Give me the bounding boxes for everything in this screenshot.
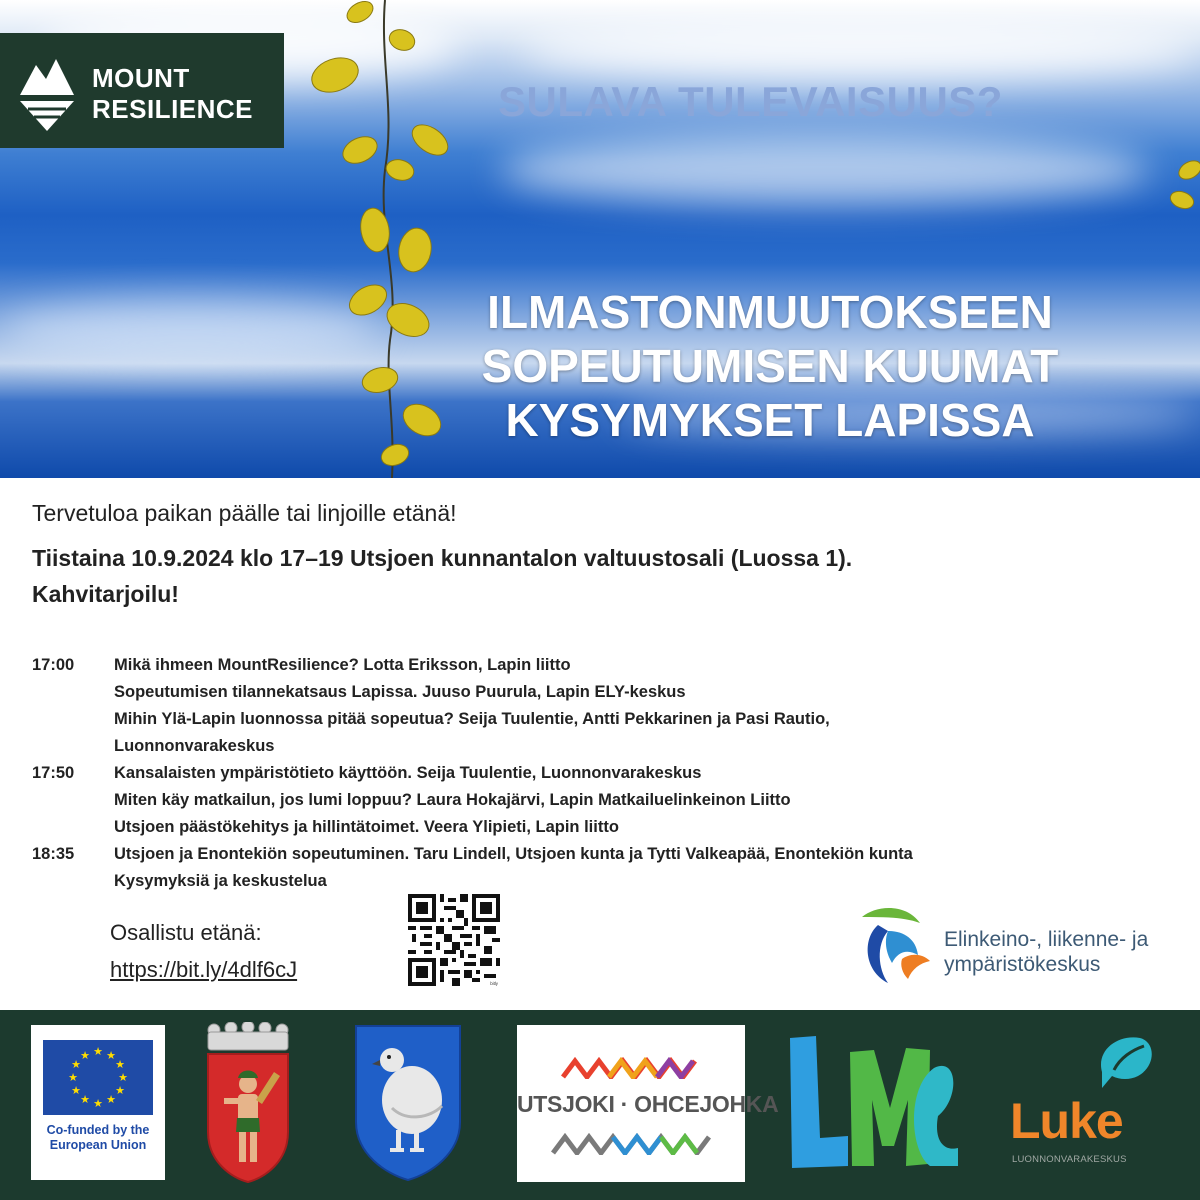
qr-code[interactable] (408, 894, 500, 986)
eu-caption-line-1: Co-funded by the (46, 1123, 150, 1137)
program-text: Mihin Ylä-Lapin luonnossa pitää sopeutua? Seija Tuulentie, Antti Pekkarinen ja Pasi Rautio, (114, 710, 830, 728)
logo-text (92, 63, 253, 125)
title-line-3: KYSYMYKSET LAPISSA (505, 394, 1035, 446)
zigzag-top-icon (561, 1057, 701, 1079)
partner-logos-footer (0, 1010, 1200, 1200)
utsjoki-coat-of-arms (352, 1022, 464, 1182)
program-text: Utsjoen ja Enontekiön sopeutuminen. Taru Lindell, Utsjoen kunta ja Tytti Valkeapää, Enontekiön kunta (114, 845, 913, 863)
birch-branch-illustration (290, 0, 490, 478)
program-row (32, 814, 1182, 841)
program-row (32, 787, 1182, 814)
ely-line-1: Elinkeino-, liikenne- ja (944, 928, 1149, 951)
qr-caption: bitly (490, 980, 498, 986)
event-details (32, 540, 1182, 612)
eu-caption-line-2: European Union (49, 1138, 147, 1152)
birch-leaves-illustration (1160, 150, 1200, 230)
program-row (32, 733, 1182, 760)
utsjoki-name: UTSJOKI · OHCEJOHKA (517, 1091, 779, 1117)
mount-resilience-logo (0, 33, 284, 148)
program-text: Kysymyksiä ja keskustelua (114, 872, 327, 890)
title-line-1: ILMASTONMUUTOKSEEN (487, 286, 1053, 338)
program-text: Kansalaisten ympäristötieto käyttöön. Seija Tuulentie, Luonnonvarakeskus (114, 764, 702, 782)
program-row (32, 652, 1182, 679)
program-time: 17:50 (32, 764, 75, 782)
ely-logo (858, 905, 1158, 995)
program-row (32, 760, 1182, 787)
leaf-speech-icon (1094, 1032, 1158, 1090)
svg-text:★: ★ (80, 1049, 90, 1062)
program-time: 17:00 (32, 656, 75, 674)
utsjoki-logo (517, 1025, 779, 1182)
program-text: Utsjoen päästökehitys ja hillintätoimet. Veera Ylipieti, Lapin liitto (114, 818, 619, 836)
luke-logo (1010, 1032, 1160, 1182)
program-row (32, 679, 1182, 706)
mountain-icon (18, 51, 76, 133)
program-text: Mikä ihmeen MountResilience? Lotta Eriksson, Lapin liitto (114, 656, 571, 674)
eu-logo (31, 1025, 165, 1180)
remote-label: Osallistu etänä: (110, 920, 262, 945)
svg-text:★: ★ (106, 1049, 116, 1062)
coffee-note: Kahvitarjoilu! (32, 581, 179, 607)
title-line-2: SOPEUTUMISEN KUUMAT (481, 340, 1059, 392)
svg-text:★: ★ (118, 1071, 128, 1084)
svg-text:★: ★ (93, 1045, 103, 1058)
ely-leaf-icon (858, 905, 940, 987)
svg-text:★: ★ (71, 1084, 81, 1097)
lme-lettering (782, 1028, 962, 1178)
ely-name (944, 927, 1148, 977)
program-list (32, 652, 1182, 895)
zigzag-bottom-icon (551, 1133, 711, 1155)
subtitle: SULAVA TULEVAISUUS? (498, 78, 1003, 125)
intro-text: Tervetuloa paikan päälle tai linjoille etänä! (32, 500, 457, 526)
svg-text:★: ★ (106, 1093, 116, 1106)
svg-text:★: ★ (71, 1058, 81, 1071)
ely-line-2: ympäristökeskus (944, 953, 1101, 976)
program-text: Luonnonvarakeskus (114, 737, 275, 755)
program-row (32, 706, 1182, 733)
lme-logo (782, 1028, 962, 1178)
program-row (32, 841, 1182, 868)
svg-text:★: ★ (93, 1097, 103, 1110)
svg-text:★: ★ (80, 1093, 90, 1106)
eu-caption (31, 1123, 165, 1153)
logo-line-2: RESILIENCE (92, 94, 254, 124)
logo-line-1: MOUNT (92, 63, 190, 93)
svg-text:★: ★ (115, 1058, 125, 1071)
lapland-coat-of-arms (204, 1022, 292, 1184)
luke-subtitle: LUONNONVARAKESKUS (1012, 1154, 1127, 1165)
svg-text:★: ★ (115, 1084, 125, 1097)
luke-name: Luke (1010, 1093, 1123, 1149)
event-date-location: Tiistaina 10.9.2024 klo 17–19 Utsjoen kunnantalon valtuustosali (Luossa 1). (32, 545, 853, 571)
eu-flag (43, 1040, 153, 1115)
eu-stars-icon (43, 1040, 153, 1115)
program-time: 18:35 (32, 845, 75, 863)
water-highlight (520, 20, 1200, 80)
program-row (32, 868, 1182, 895)
remote-link[interactable]: https://bit.ly/4dlf6cJ (110, 957, 298, 982)
water-highlight (500, 135, 1150, 205)
program-text: Sopeutumisen tilannekatsaus Lapissa. Juuso Puurula, Lapin ELY-keskus (114, 683, 686, 701)
hero-banner (0, 0, 1200, 478)
page-title (470, 285, 1070, 447)
program-text: Miten käy matkailun, jos lumi loppuu? Laura Hokajärvi, Lapin Matkailuelinkeinon Liitto (114, 791, 791, 809)
svg-text:★: ★ (68, 1071, 78, 1084)
